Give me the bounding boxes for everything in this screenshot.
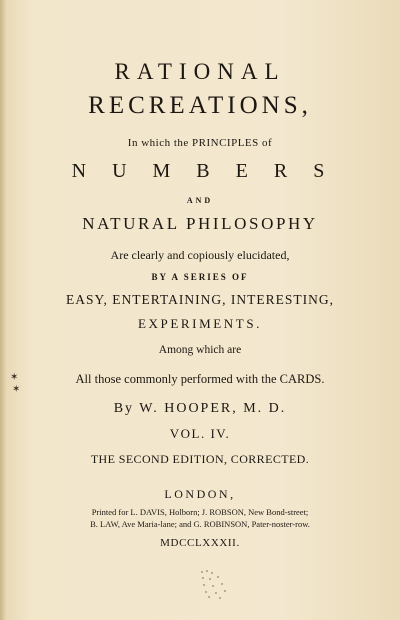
author-line: By W. HOOPER, M. D. [113, 401, 287, 416]
imprint-year: MDCCLXXXII. [160, 537, 240, 549]
title-recreations: RECREATIONS, [88, 92, 312, 119]
title-natural-philosophy: NATURAL PHILOSOPHY [82, 214, 318, 233]
subtitle-elucidated: Are clearly and copiously elucidated, [110, 248, 290, 262]
library-stamp-icon [198, 568, 232, 600]
subtitle-series: BY A SERIES OF [151, 272, 249, 282]
subtitle-among: Among which are [158, 344, 242, 356]
subtitle-easy: EASY, ENTERTAINING, INTERESTING, [66, 292, 334, 307]
imprint-printers-2: B. LAW, Ave Maria-lane; and G. ROBINSON, Pater-noster-row. [90, 519, 310, 529]
subtitle-experiments: EXPERIMENTS. [137, 316, 262, 331]
conjunction-and: AND [186, 196, 214, 205]
subtitle-principles: In which the PRINCIPLES of [127, 137, 273, 149]
title-rational: RATIONAL [114, 59, 286, 84]
volume-number: VOL. IV. [169, 426, 231, 441]
edition-statement: THE SECOND EDITION, CORRECTED. [90, 452, 310, 466]
subtitle-cards: All those commonly performed with the CARDS. [75, 372, 325, 386]
imprint-printers-1: Printed for L. DAVIS, Holborn; J. ROBSON, New Bond-street; [91, 507, 309, 517]
margin-mark-icon: ✶ [12, 384, 21, 395]
title-numbers: NUMBERS [71, 160, 351, 182]
imprint-city: LONDON, [164, 487, 236, 501]
margin-mark-icon: ✶ [10, 372, 19, 383]
